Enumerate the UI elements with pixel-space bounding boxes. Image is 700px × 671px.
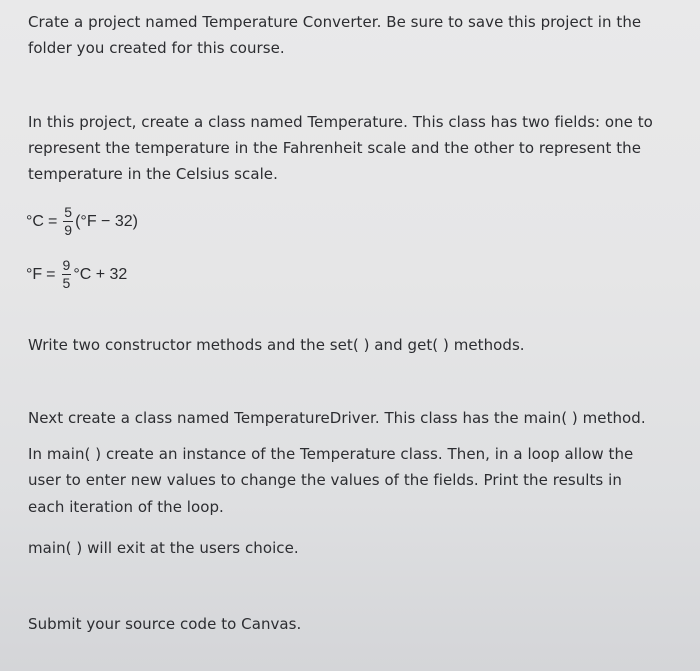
fraction [63,205,73,238]
formula-rhs: °C + 32 [73,265,128,283]
formula-fahrenheit [26,258,127,291]
fraction-denominator: 5 [62,275,71,291]
formula-celsius [26,205,138,238]
text-line: Crate a project named Temperature Converter. Be sure to save this project in the [28,13,642,31]
fraction-numerator: 9 [62,257,71,273]
text-line: In main( ) create an instance of the Temperature class. Then, in a loop allow the [28,445,634,463]
fraction-numerator: 5 [64,204,73,220]
text-line: Next create a class named TemperatureDriver. This class has the main( ) method. [28,409,646,427]
text-line: main( ) will exit at the users choice. [28,539,299,557]
formula-rhs: (°F − 32) [75,212,138,230]
formula-equals: = [47,212,58,230]
fraction [62,258,72,291]
formula-lhs: °F [26,265,43,283]
text-line: user to enter new values to change the values of the fields. Print the results in [28,471,622,489]
text-line: In this project, create a class named Temperature. This class has two fields: one to [28,113,653,131]
text-line: Write two constructor methods and the set( ) and get( ) methods. [28,336,525,354]
text-line: Submit your source code to Canvas. [28,615,302,633]
fraction-denominator: 9 [64,222,73,238]
text-line: each iteration of the loop. [28,498,224,516]
formula-lhs: °C [26,212,44,230]
text-line: represent the temperature in the Fahrenheit scale and the other to represent the [28,139,642,157]
text-line: temperature in the Celsius scale. [28,165,278,183]
formula-equals: = [46,265,56,283]
text-line: folder you created for this course. [28,39,285,57]
